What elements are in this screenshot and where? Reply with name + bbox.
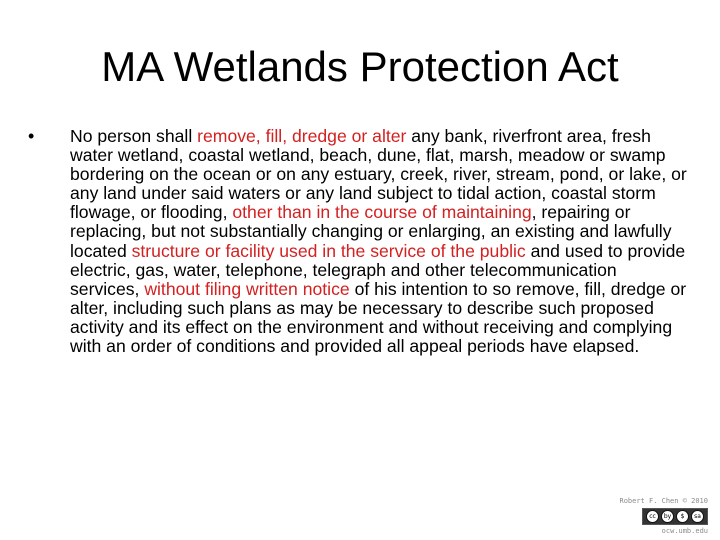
highlighted-phrase: without filing written notice: [144, 278, 350, 299]
credit-author: Robert F. Chen © 2010: [619, 497, 708, 505]
sa-icon: sa: [691, 510, 704, 523]
slide-title: MA Wetlands Protection Act: [101, 43, 619, 90]
bullet-text: [70, 127, 688, 356]
highlighted-phrase: other than in the course of maintaining: [232, 202, 532, 223]
text-run: any bank, riverfront area, fresh water wetland, coastal wetland, beach, dune, flat, marsh, meadow or swamp bordering on the ocean or on any estuary, creek, river, stream, pond, or lake, or any land under said waters or any land subject to tidal action, coastal storm flowage, or flooding,: [70, 126, 687, 223]
highlighted-phrase: structure or facility used in the service of the public: [131, 240, 526, 261]
text-run: No person shall: [70, 126, 198, 146]
credit-site: ocw.umb.edu: [661, 527, 708, 535]
credit-block: [598, 497, 708, 536]
bullet-marker: •: [28, 126, 35, 146]
highlighted-phrase: remove, fill, dredge or alter: [197, 126, 407, 146]
nc-icon: $: [676, 510, 689, 523]
text-run: , repairing or replacing, but not substantially changing or enlarging, an existing and lawfully located: [70, 202, 672, 261]
by-icon: by: [661, 510, 674, 523]
cc-icon: cc: [646, 510, 659, 523]
text-run: and used to provide electric, gas, water, telephone, telegraph and other telecommunication services,: [70, 240, 686, 299]
text-run: of his intention to so remove, fill, dredge or alter, including such plans as may be necessary to describe such proposed activity and its effect on the environment and without receiving and complying with an order of conditions and provided all appeal periods have elapsed.: [70, 278, 687, 357]
cc-license-badge: [642, 508, 708, 525]
